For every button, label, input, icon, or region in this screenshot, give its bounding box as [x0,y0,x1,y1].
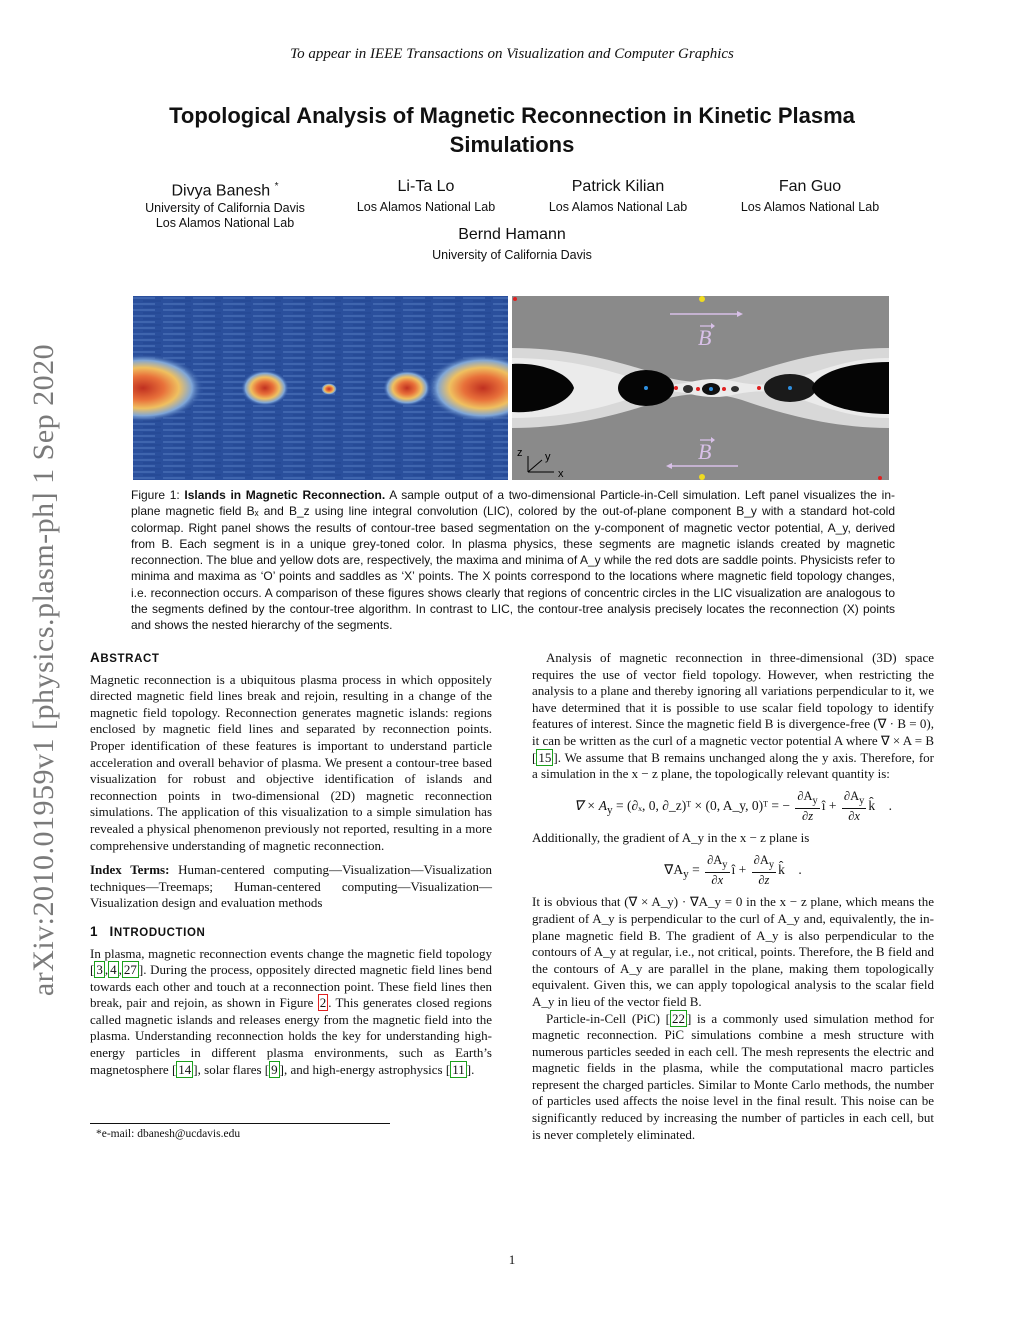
lic-panel [133,296,508,480]
segmentation-panel [512,296,889,480]
minima-point [699,296,705,302]
figure-1 [133,296,889,480]
caption-text: A sample output of a two-dimensional Particle-in-Cell simulation. Left panel visualizes the in-plane magnetic field Bₓ and B_z using line integral convolution (LIC), colored by the out-of-plane component B_y with a standard hot-cold colormap. Right panel shows the results of contour-tree based segmentation on the y-component of magnetic vector potential, A_y, derived from B. Each segment is in a unique grey-toned color. In plasma physics, these segments are magnetic islands created by magnetic reconnection. The blue and yellow dots are, respectively, the maxima and minima of A_y while the red dots are saddle points. Physicists refer to minima and maxima as ‘O’ points and saddles as ‘X’ points. The X points correspond to the locations where magnetic field topology changes, i.e. reconnection occurs. A comparison of these figures shows clearly that regions of concentric circles in the LIC visualization are analogous to the segments defined by the contour-tree algorithm. In contrast to LIC, the contour-tree analysis precisely locates the reconnection (X) points and shows the nested hierarchy of the segments. [131,488,896,633]
intro-heading: 1 INTRODUCTION [90,923,206,939]
axis-x-label: x [558,468,564,480]
right-paragraph-1: Analysis of magnetic reconnection in three-dimensional (3D) space requires the use of vector field topology. However, when restricting the analysis to a plane and thereby ignoring all variations perpendicular to it, we have determined that it is possible to use scalar field topology to identify features of interest. Since the magnetic field B is divergence-free (∇ · B = 0), it can be written as the curl of a magnetic vector potential A where ∇ × A = B [ 15 ]. We assume that B remains unchanged along the y axis. Therefore, for a simulation in the x − z plane, the topologically relevant quantity is: [532,650,934,782]
page-number: 1 [508,1252,516,1267]
maxima-point [644,386,648,390]
citation-link[interactable]: 15 [538,749,552,765]
index-terms-text: Human-centered computing—Visualization—Visualization techniques—Treemaps; Human-centered computing—Visualization—Visualization design and evaluation methods [90,862,493,911]
abstract-text: Magnetic reconnection is a ubiquitous plasma process in which oppositely directed magnetic field lines break and rejoin, resulting in a change of the magnetic field topology. Reconnection generates magnetic islands: regions enclosed by magnetic field lines and separated by reconnection points. Proper identification of these features is important to understand particle acceleration and overall behavior of plasma. We present a contour-tree based visualization for robust and objective identification of islands and reconnection points in two-dimensional (2D) magnetic reconnection simulations. The application of this visualization to a simple simulation has revealed a physical phenomenon previously not reported, resulting in a more comprehensive understanding of magnetic reconnection. [90,671,492,853]
author-affiliation: Los Alamos National Lab [548,200,688,214]
left-column [90,650,492,1078]
citation-link[interactable]: 9 [271,1061,278,1077]
lic-island [241,370,289,406]
right-column [532,650,934,1143]
author-4 [720,176,900,215]
axis-y-label: y [545,451,551,463]
author-name: Divya Banesh [171,182,271,200]
author-5 [402,224,622,263]
paper-title: Topological Analysis of Magnetic Reconnection in Kinetic Plasma Simulations [169,103,855,157]
author-name: Fan Guo [778,178,842,195]
caption-bold: Islands in Magnetic Reconnection. [184,488,386,502]
author-name: Li-Ta Lo [397,178,455,195]
author-affiliation: Los Alamos National Lab [155,216,295,231]
axis-z-label: z [517,447,523,459]
saddle-point [757,386,761,390]
arxiv-stamp: arXiv:2010.01959v1 [physics.plasm-ph] 1 Sep 2020 [27,343,60,997]
lic-island [383,370,431,406]
author-footnote-mark: * [274,181,279,192]
maxima-point [788,386,792,390]
author-affiliation: University of California Davis [145,201,305,216]
author-name: Bernd Hamann [458,226,566,243]
maxima-point [709,387,713,391]
right-paragraph-2: Additionally, the gradient of A_y in the x − z plane is [532,830,810,846]
intro-paragraph: In plasma, magnetic reconnection events change the magnetic field topology [ 3 , 4 , 27 ]. During the process, oppositely directed magnetic field lines bend towards each other and touch at a reconnection point. These field lines then break, pair and rejoin, as shown in Figure 2 . This generates closed regions called magnetic islands and releases energy from the magnetic field into the plasma. Understanding reconnection holds the key for understanding high-energy particles in different plasma environments, such as Earth’s magnetosphere [ 14 ], solar flares [ 9 ], and high-energy astrophysics [ 11 ]. [90,945,492,1077]
citation-link[interactable]: 11 [452,1061,465,1077]
island-small [683,385,693,393]
author-affiliation: Los Alamos National Lab [740,200,880,214]
author-3 [528,176,708,215]
author-affiliation: University of California Davis [432,248,592,262]
footnote: *e-mail: dbanesh@ucdavis.edu [96,1128,241,1140]
author-2 [336,176,516,215]
citation-link[interactable]: 14 [178,1061,192,1077]
caption-label: Figure 1: [131,488,180,502]
saddle-point [696,387,700,391]
right-paragraph-4: Particle-in-Cell (PiC) [ 22 ] is a commonly used simulation method for magnetic reconnection. PiC simulations combine a mesh structure with numerous particles seeded in each cell. The mesh represents the electric and magnetic fields in the plasma, while the computational macro particles represent the charged particles. Similar to Monte Carlo methods, the number of particles used affects the noise level in the final result. This noise can be significantly reduced by increasing the number of particles in each cell, but is never completely eliminated. [532,1010,935,1142]
citation-link[interactable]: 27 [123,962,137,978]
equation-2: $\nabla A_y$ = $\frac{\partial A_y}{\partial x}$ î + $\frac{\partial A_y}{\partial z}$ k̂ . [664,852,802,888]
equation-1: ∇ × $A_y = (\partial_x$, 0, ∂_z)ᵀ × (0, A_y, 0)ᵀ = − $\frac{\partial A_y}{\partial z}$ î + $\frac{\partial A_y}{\partial x}$ k̂ . [574,788,892,824]
saddle-point [878,476,882,480]
author-1 [130,176,320,231]
running-head: To appear in IEEE Transactions on Visualization and Computer Graphics [290,46,734,62]
saddle-point [674,386,678,390]
b-field-label-bottom: B [698,439,712,464]
author-affiliation: Los Alamos National Lab [356,200,496,214]
footnote-rule [90,1123,390,1124]
figure-ref-link[interactable]: 2 [319,995,327,1011]
abstract-heading: ABSTRACT [90,650,160,665]
b-field-label-top: B [698,325,712,350]
index-terms-label: Index Terms: [90,862,170,878]
lic-island [321,383,337,395]
saddle-point [513,297,517,301]
citation-link[interactable]: 3 [96,962,103,978]
saddle-point [722,387,726,391]
island-small [731,386,739,392]
citation-link[interactable]: 22 [672,1010,686,1026]
author-name: Patrick Kilian [571,178,665,195]
figure-caption [131,487,895,634]
minima-point [699,474,705,480]
right-paragraph-3: It is obvious that (∇ × A_y) · ∇A_y = 0 in the x − z plane, which means the gradient of A_y is perpendicular to the curl of A_y and, equivalently, the in-plane magnetic field B. The gradient of A_y is also perpendicular to the contours of A_y at regular, i.e., not critical, points. Therefore, the B field and the contours of A_y are parallel in the plane, making them topologically equivalent. Given this, we can apply topological analysis to the scalar field A_y in lieu of the vector field B. [532,894,934,1009]
citation-link[interactable]: 4 [110,962,117,978]
index-terms [90,862,492,912]
